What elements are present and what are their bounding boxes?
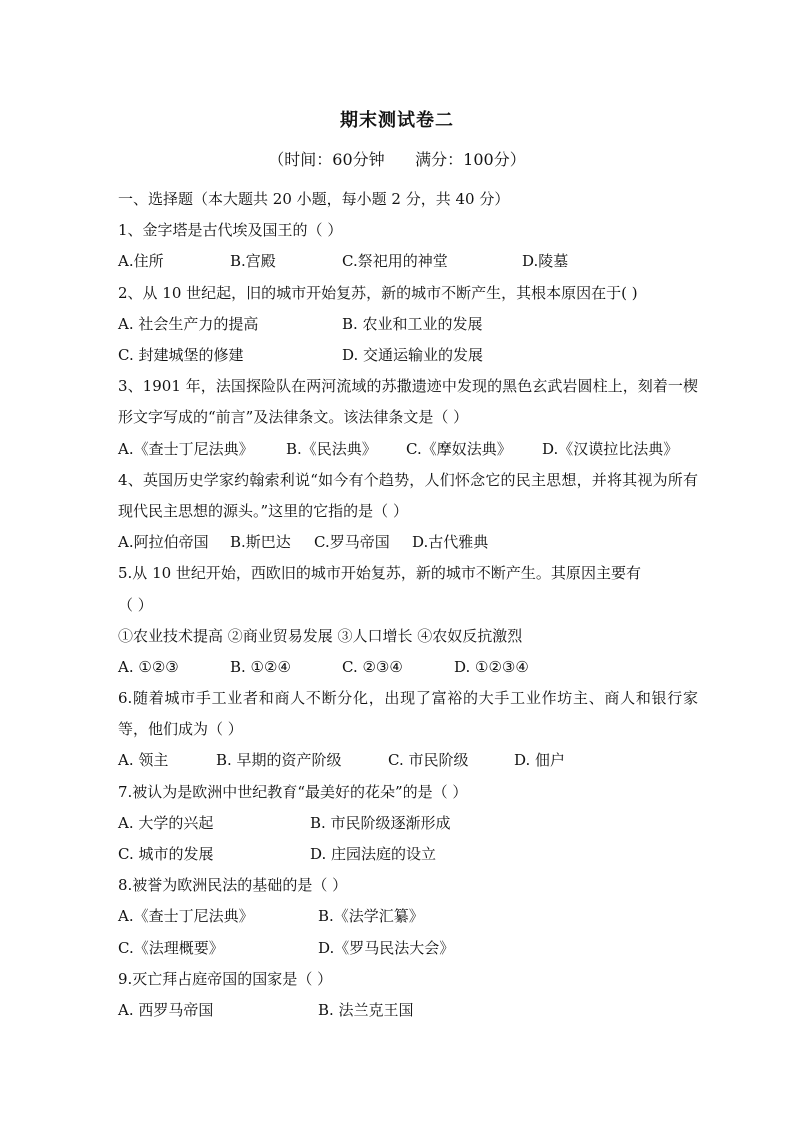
option-d: D. 庄园法庭的设立 (310, 845, 437, 864)
option-b: B.《民法典》 (286, 439, 377, 458)
option-d: D.《罗马民法大会》 (318, 938, 455, 957)
option-b: B.斯巴达 (230, 533, 291, 552)
option-c: C. 封建城堡的修建 (118, 345, 244, 364)
question-list (118, 184, 698, 1026)
option-a: A.《查士丁尼法典》 (118, 907, 254, 926)
option-c: C. 市民阶级 (388, 751, 469, 770)
page-title: 期末测试卷二 (340, 110, 454, 131)
option-row (118, 527, 698, 558)
option-row (118, 340, 698, 371)
option-a: A. 西罗马帝国 (118, 1000, 214, 1019)
option-a: A. 社会生产力的提高 (118, 314, 259, 333)
question-stem-continuation: （ ） (118, 595, 153, 614)
option-c: C.罗马帝国 (314, 533, 390, 552)
option-row (118, 995, 698, 1026)
option-b: B. 农业和工业的发展 (342, 314, 483, 333)
option-c: C. 城市的发展 (118, 845, 214, 864)
option-b: B.宫殿 (230, 252, 276, 271)
combination-choices: ①农业技术提高 ②商业贸易发展 ③人口增长 ④农奴反抗激烈 (118, 626, 523, 645)
option-d: D.《汉谟拉比法典》 (542, 439, 679, 458)
question-stem: 3、1901 年，法国探险队在两河流域的苏撒遗迹中发现的黑色玄武岩圆柱上，刻着一楔形文字写成的“前言”及法律条文。该法律条文是（ ） (118, 377, 698, 427)
question-stem: 2、从 10 世纪起，旧的城市开始复苏，新的城市不断产生，其根本原因在于( ) (118, 283, 638, 302)
option-a: A.阿拉伯帝国 (118, 533, 209, 552)
question-stem: 8.被誉为欧洲民法的基础的是（ ） (118, 876, 348, 895)
option-b: B.《法学汇纂》 (318, 907, 424, 926)
option-a: A.《查士丁尼法典》 (118, 439, 254, 458)
question-stem: 6.随着城市手工业者和商人不断分化，出现了富裕的大手工业作坊主、商人和银行家等，他们成为（ ） (118, 689, 698, 739)
option-c: C.祭祀用的神堂 (342, 252, 448, 271)
question-stem: 5.从 10 世纪开始，西欧旧的城市开始复苏，新的城市不断产生。其原因主要有 (118, 564, 641, 583)
question-stem: 7.被认为是欧洲中世纪教育“最美好的花朵”的是（ ） (118, 782, 468, 801)
option-row (118, 933, 698, 964)
option-d: D. ①②③④ (454, 657, 529, 676)
option-c: C.《摩奴法典》 (406, 439, 512, 458)
question-stem: 1、金字塔是古代埃及国王的（ ） (118, 221, 343, 240)
section-heading: 一、选择题（本大题共 20 小题，每小题 2 分，共 40 分） (118, 190, 510, 208)
option-row (118, 309, 698, 340)
option-row (118, 745, 698, 776)
option-c: C. ②③④ (342, 657, 403, 676)
exam-time-and-score: （时间：60分钟 满分：100分） (268, 150, 526, 169)
option-d: D. 佃户 (514, 751, 566, 770)
option-b: B. ①②④ (230, 657, 291, 676)
option-a: A. ①②③ (118, 657, 179, 676)
question-stem: 4、英国历史学家约翰索利说“如今有个趋势，人们怀念它的民主思想，并将其视为所有现代民主思想的源头。”这里的它指的是（ ） (118, 470, 698, 520)
option-row (118, 808, 698, 839)
option-a: A.住所 (118, 252, 164, 271)
option-a: A. 领主 (118, 751, 169, 770)
option-row (118, 652, 698, 683)
option-d: D.陵墓 (522, 252, 569, 271)
option-a: A. 大学的兴起 (118, 813, 214, 832)
option-d: D.古代雅典 (412, 533, 489, 552)
option-row (118, 839, 698, 870)
option-b: B. 市民阶级逐渐形成 (310, 813, 451, 832)
option-row (118, 434, 698, 465)
option-c: C.《法理概要》 (118, 938, 224, 957)
question-stem: 9.灭亡拜占庭帝国的国家是（ ） (118, 969, 333, 988)
option-b: B. 法兰克王国 (318, 1000, 414, 1019)
option-row (118, 901, 698, 932)
option-row (118, 246, 698, 277)
option-d: D. 交通运输业的发展 (342, 345, 484, 364)
option-b: B. 早期的资产阶级 (216, 751, 342, 770)
